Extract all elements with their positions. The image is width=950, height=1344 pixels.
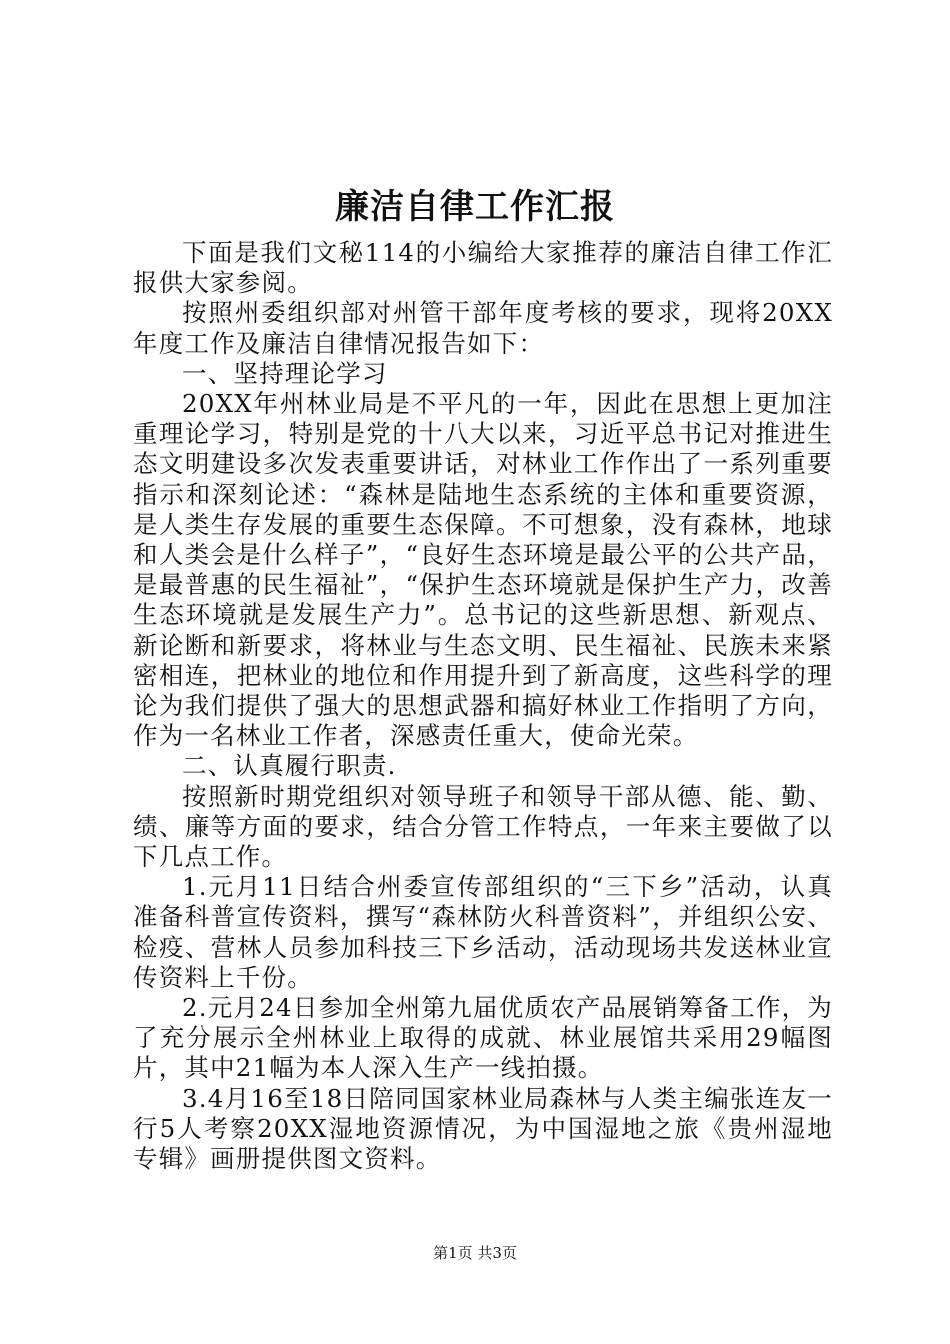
paragraph-item-1: 1.元月11日结合州委宣传部组织的“三下乡”活动，认真准备科普宣传资料，撰写“森林防火科普资料”，并组织公安、检疫、营林人员参加科技三下乡活动，活动现场共发送林业宣传资料上千份。 [133, 872, 833, 992]
document-body [133, 238, 833, 1174]
document-title: 廉洁自律工作汇报 [335, 187, 615, 227]
paragraph-intro: 下面是我们文秘114的小编给大家推荐的廉洁自律工作汇报供大家参阅。 [133, 238, 833, 298]
paragraph-item-3: 3.4月16至18日陪同国家林业局森林与人类主编张连友一行5人考察20XX湿地资源情况，为中国湿地之旅《贵州湿地专辑》画册提供图文资料。 [133, 1083, 833, 1174]
paragraph-report-basis: 按照州委组织部对州管干部年度考核的要求，现将20XX年度工作及廉洁自律情况报告如下： [133, 298, 833, 358]
paragraph-item-2: 2.元月24日参加全州第九届优质农产品展销筹备工作，为了充分展示全州林业上取得的成就、林业展馆共采用29幅图片，其中21幅为本人深入生产一线拍摄。 [133, 993, 833, 1083]
section-heading-duties: 二、认真履行职责. [182, 751, 397, 781]
paragraph-duties-intro: 按照新时期党组织对领导班子和领导干部从德、能、勤、绩、廉等方面的要求，结合分管工作特点，一年来主要做了以下几点工作。 [133, 781, 833, 872]
page-footer: 第1页 共3页 [433, 1244, 517, 1262]
section-heading-theory-study: 一、坚持理论学习 [182, 358, 388, 388]
paragraph-theory-study: 20XX年州林业局是不平凡的一年，因此在思想上更加注重理论学习，特别是党的十八大以来，习近平总书记对推进生态文明建设多次发表重要讲话，对林业工作作出了一系列重要指示和深刻论述：“森林是陆地生态系统的主体和重要资源，是人类生存发展的重要生态保障。不可想象，没有森林，地球和人类会是什么样子”，“良好生态环境是最公平的公共产品，是最普惠的民生福祉”，“保护生态环境就是保护生产力，改善生态环境就是发展生产力”。总书记的这些新思想、新观点、新论断和新要求，将林业与生态文明、民生福祉、民族未来紧密相连，把林业的地位和作用提升到了新高度，这些科学的理论为我们提供了强大的思想武器和搞好林业工作指明了方向，作为一名林业工作者，深感责任重大，使命光荣。 [133, 389, 833, 751]
